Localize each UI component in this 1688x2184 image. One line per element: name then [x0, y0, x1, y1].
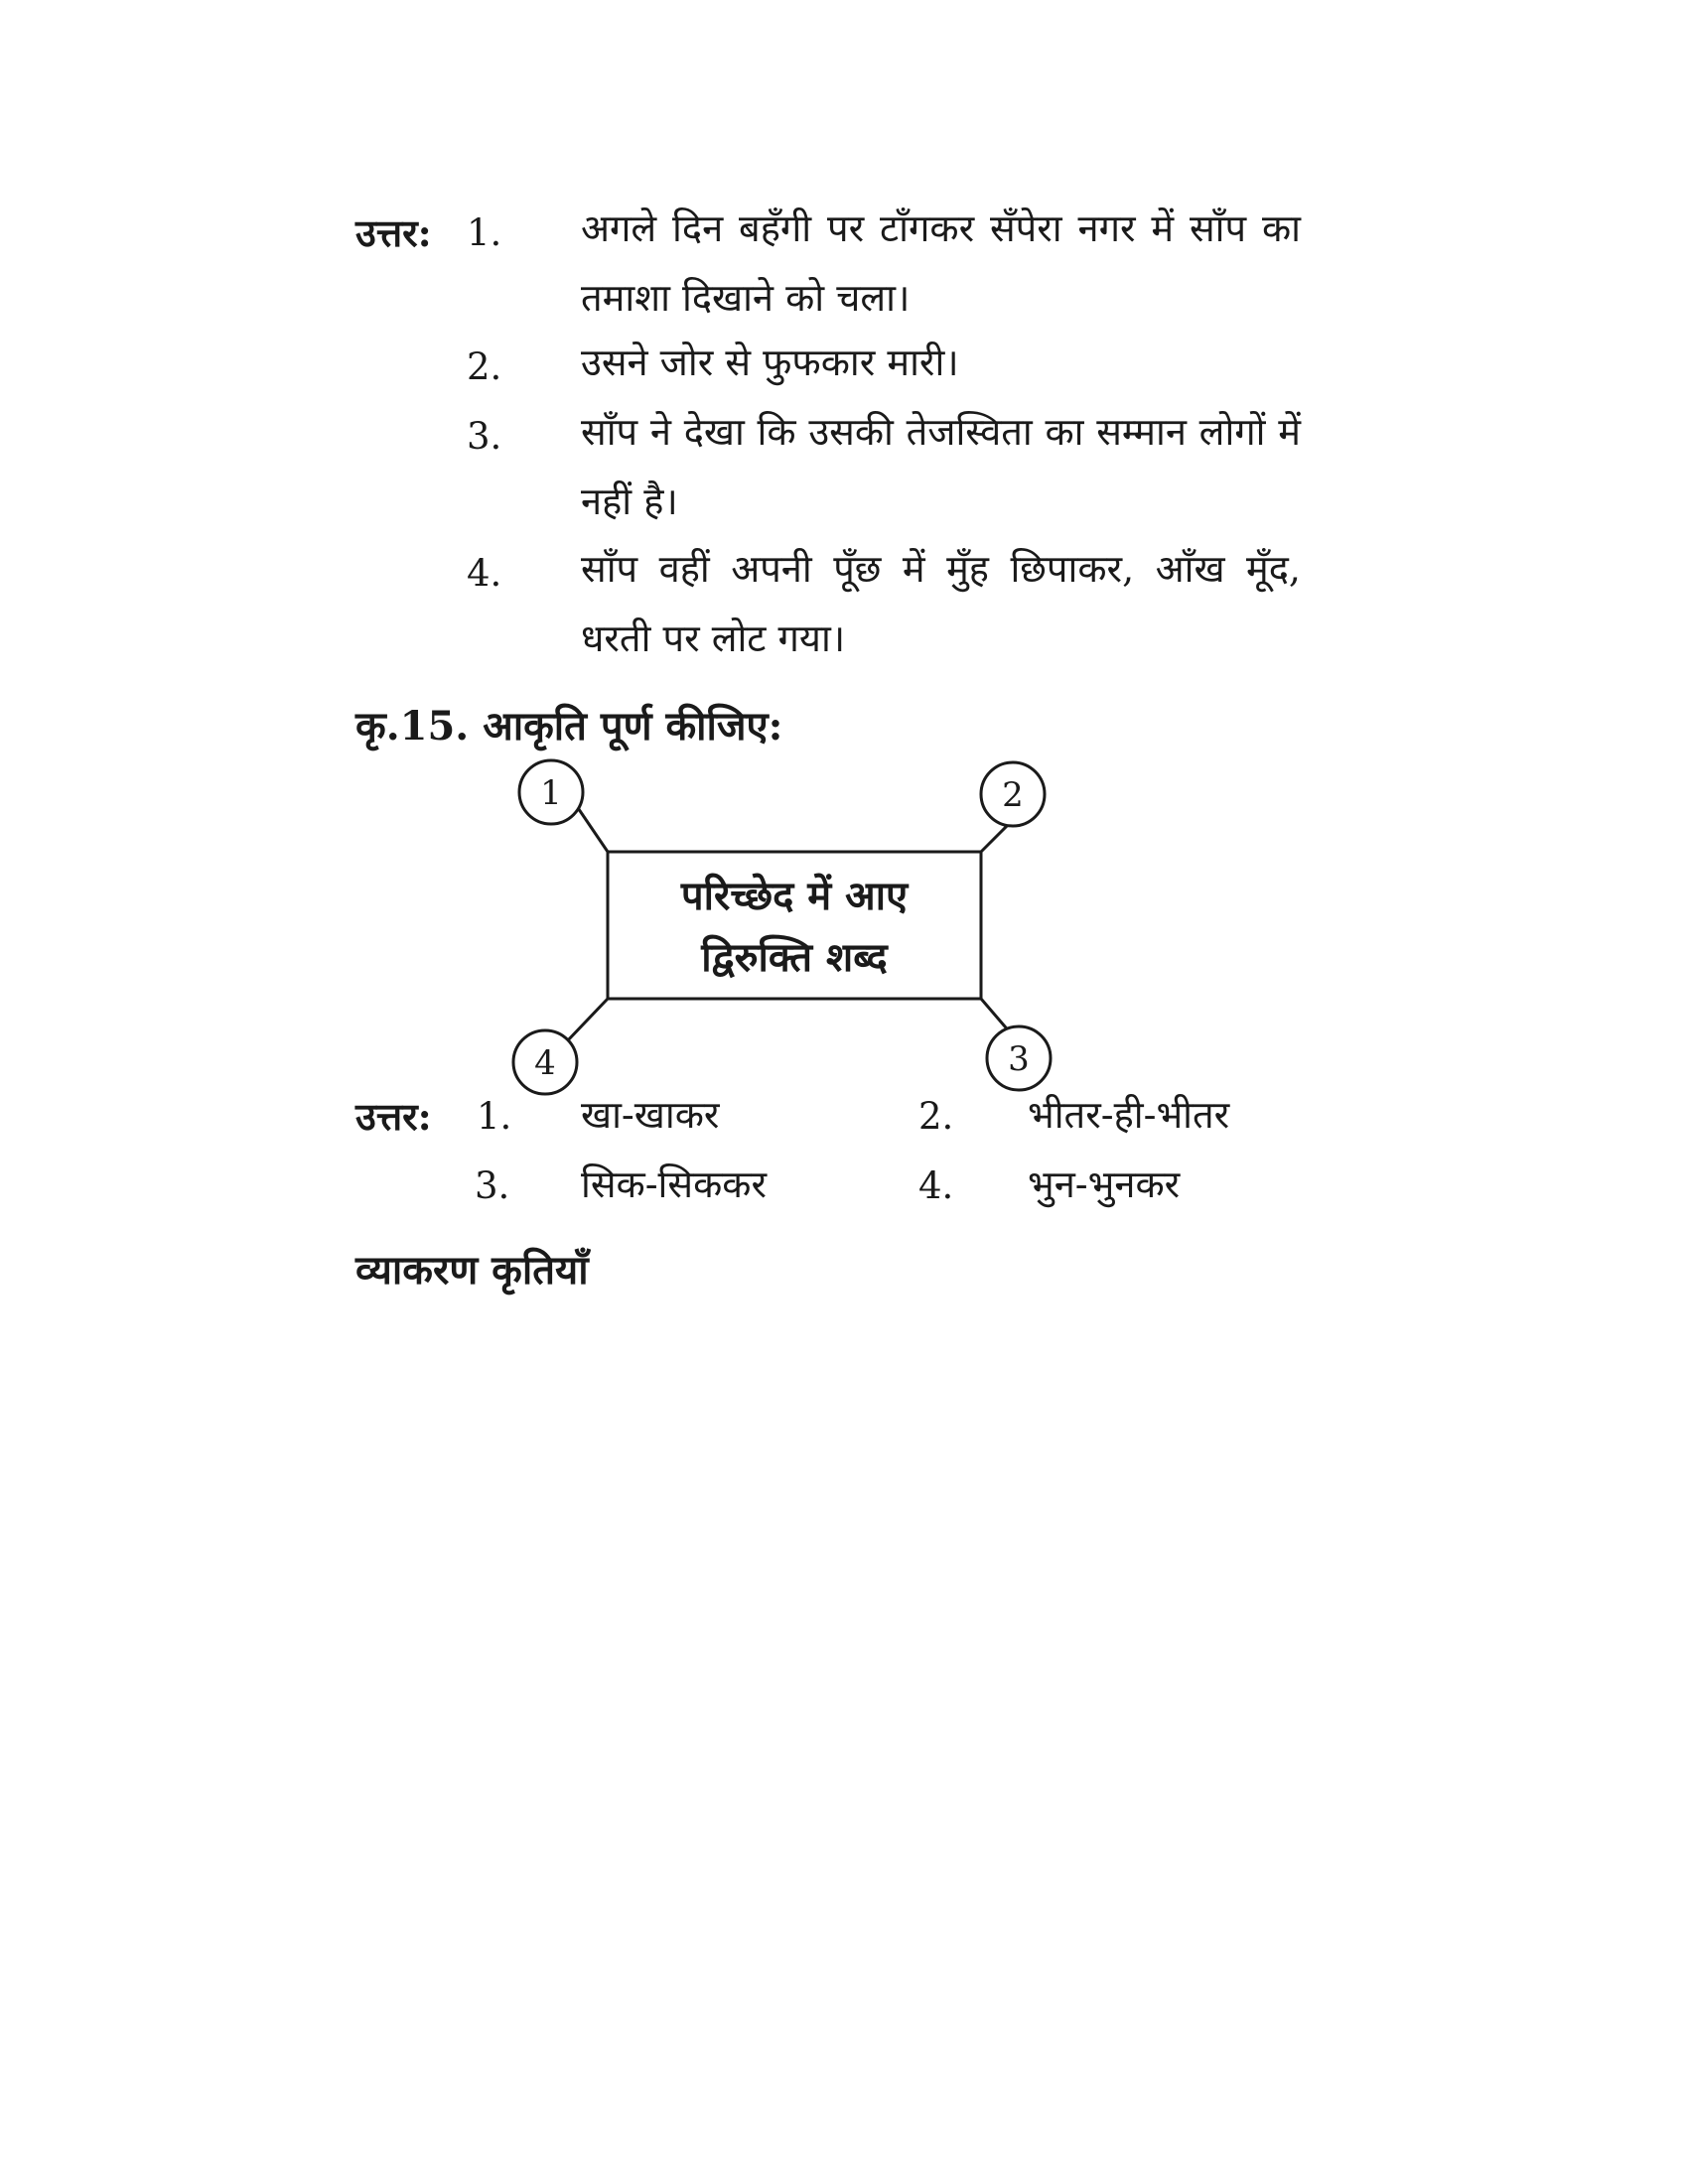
answer-word: भीतर-ही-भीतर	[1028, 1093, 1230, 1137]
center-label-line1: परिच्छेद में आए	[680, 873, 909, 919]
section-heading: व्याकरण कृतियाँ	[355, 1247, 589, 1294]
answer-label: उत्तर:	[355, 1094, 432, 1139]
answer-text: अगले दिन बहँगी पर टाँगकर सँपेरा नगर में साँप का तमाशा दिखाने को चला।	[581, 206, 1301, 320]
answer-word: खा-खाकर	[581, 1093, 720, 1137]
connector-line	[566, 999, 608, 1042]
answer-number: 3.	[467, 415, 502, 458]
answer-number: 4.	[918, 1164, 954, 1207]
answer-text: साँप वहीं अपनी पूँछ में मुँह छिपाकर, आँख मूँद, धरती पर लोट गया।	[581, 547, 1301, 660]
answer-number: 1.	[467, 211, 502, 254]
word-web-diagram	[496, 754, 1092, 1112]
center-label-line2: द्विरुक्ति शब्द	[701, 934, 888, 981]
answer-word: सिक-सिककर	[581, 1162, 767, 1206]
question-number: कृ.15.	[355, 703, 470, 750]
node-label: 3	[1008, 1039, 1030, 1079]
node-label: 2	[1002, 775, 1024, 815]
answer-number: 2.	[467, 345, 502, 388]
node-label: 1	[540, 773, 562, 813]
answer-label: उत्तर:	[355, 210, 432, 255]
answer-number: 4.	[467, 552, 502, 595]
answer-word: भुन-भुनकर	[1028, 1162, 1181, 1206]
answer-number: 1.	[477, 1095, 512, 1138]
answer-text: साँप ने देखा कि उसकी तेजस्विता का सम्मान लोगों में नहीं है।	[581, 410, 1301, 523]
answer-number: 2.	[918, 1095, 954, 1138]
node-label: 4	[534, 1043, 556, 1083]
question-heading	[355, 697, 782, 756]
question-text: आकृति पूर्ण कीजिए:	[483, 703, 783, 750]
answer-text: उसने जोर से फुफकार मारी।	[581, 341, 959, 384]
answer-number: 3.	[475, 1164, 510, 1207]
